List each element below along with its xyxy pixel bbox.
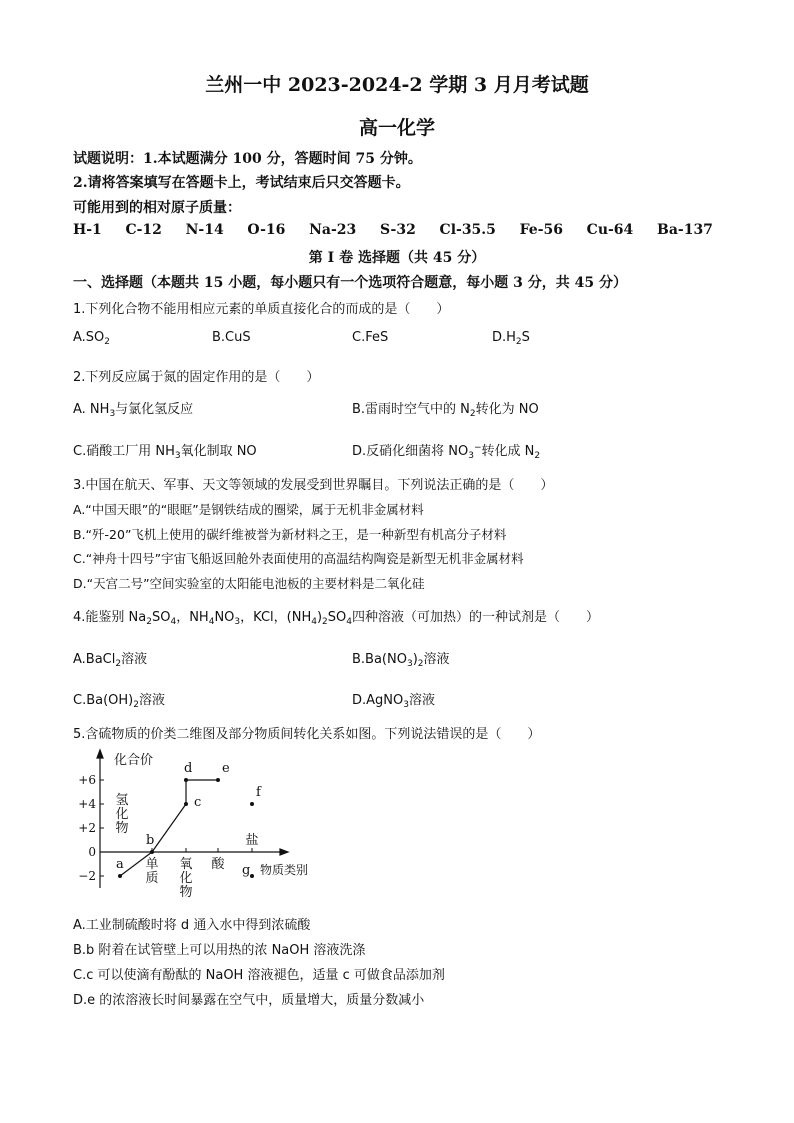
transform-line bbox=[152, 804, 186, 852]
point-label: c bbox=[194, 795, 202, 810]
q3-option-c: C.“神舟十四号”宇宙飞船返回舱外表面使用的高温结构陶瓷是新型无机非金属材料 bbox=[73, 551, 524, 566]
q5-option-d: D.e 的浓溶液长时间暴露在空气中，质量增大，质量分数减小 bbox=[73, 993, 425, 1008]
x-axis-label: 物质类别 bbox=[260, 863, 309, 877]
q3-option-b: B.“歼-20”飞机上使用的碳纤维被誉为新材料之王，是一种新型有机高分子材料 bbox=[73, 527, 507, 542]
y-tick-label: +4 bbox=[78, 797, 96, 811]
category-label: 物 bbox=[115, 821, 129, 836]
point-label: d bbox=[184, 761, 193, 776]
exam-subject: 高一化学 bbox=[358, 117, 435, 139]
mass-item: C-12 bbox=[125, 222, 162, 238]
category-label: 酸 bbox=[211, 857, 225, 872]
category-label: 单 bbox=[145, 857, 159, 872]
q1-option-a: $A.SO_2$ bbox=[73, 330, 111, 347]
q1-option-b: B.CuS bbox=[212, 330, 251, 345]
y-tick-label: −2 bbox=[78, 869, 96, 883]
instructions-line2: 2.请将答案填写在答题卡上，考试结束后只交答题卡。 bbox=[73, 175, 410, 191]
mass-item: O-16 bbox=[247, 222, 286, 238]
q1-option-d: $D.H_2S$ bbox=[492, 330, 530, 347]
q5-option-a: A.工业制硫酸时将 d 通入水中得到浓硫酸 bbox=[73, 918, 311, 933]
part-title: 第 I 卷 选择题（共 45 分） bbox=[308, 250, 486, 266]
point-label: g bbox=[242, 863, 251, 878]
y-tick-label: 0 bbox=[88, 845, 96, 859]
category-label: 质 bbox=[145, 871, 159, 886]
q2-option-a: A. $NH_3$与氯化氢反应 bbox=[73, 402, 194, 419]
category-label: 氢 bbox=[115, 793, 129, 808]
mass-item: Ba-137 bbox=[656, 222, 713, 238]
q5-option-b: B.b 附着在试管壁上可以用热的浓 NaOH 溶液洗涤 bbox=[73, 943, 366, 958]
point-label: a bbox=[116, 857, 124, 872]
mass-item: Na-23 bbox=[309, 222, 357, 238]
category-label: 氧 bbox=[179, 857, 193, 872]
question-3-stem: 3.中国在航天、军事、天文等领域的发展受到世界瞩目。下列说法正确的是（ ） bbox=[73, 478, 554, 493]
section-heading: 一、选择题（本题共 15 小题，每小题只有一个选项符合题意，每小题 3 分，共 45 分） bbox=[73, 275, 627, 291]
category-label: 化 bbox=[115, 807, 129, 822]
mass-item: S-32 bbox=[379, 222, 416, 238]
question-4-stem: 4.能鉴别 $Na_2SO_4$，$NH_4NO_3$，KCl，$(NH_4)_2SO_4$四种溶液（可加热）的一种试剂是（ ） bbox=[73, 610, 599, 627]
y-axis-label: 化合价 bbox=[114, 753, 154, 768]
question-1-stem: 1.下列化合物不能用相应元素的单质直接化合的而成的是（ ） bbox=[73, 302, 450, 317]
category-label: 化 bbox=[179, 871, 193, 886]
q1-option-c: C.FeS bbox=[352, 330, 389, 345]
q2-option-b: B.雷雨时空气中的 $N_2$转化为 NO bbox=[352, 402, 539, 419]
point-label: f bbox=[256, 785, 261, 800]
q3-option-d: D.“天宫二号”空间实验室的太阳能电池板的主要材料是二氧化硅 bbox=[73, 576, 425, 591]
category-label: 盐 bbox=[245, 833, 259, 848]
exam-title: 兰州一中 2023-2024-2 学期 3 月月考试题 bbox=[205, 74, 589, 96]
point-label: b bbox=[146, 833, 155, 848]
atomic-masses bbox=[73, 222, 713, 238]
y-tick-label: +6 bbox=[78, 773, 96, 787]
data-point bbox=[184, 778, 188, 782]
mass-item: H-1 bbox=[73, 222, 102, 238]
mass-item: Cl-35.5 bbox=[439, 222, 496, 238]
q4-option-d: D.AgNO$_3$溶液 bbox=[352, 693, 435, 710]
q2-option-c: C.硝酸工厂用 $NH_3$氧化制取 NO bbox=[73, 444, 257, 461]
q2-option-d: D.反硝化细菌将 $NO_3^-$转化成 $N_2$ bbox=[352, 443, 541, 461]
category-label: 物 bbox=[179, 885, 193, 898]
mass-item: Cu-64 bbox=[586, 222, 634, 238]
instructions-line3: 可能用到的相对原子质量： bbox=[73, 200, 241, 216]
data-point bbox=[250, 874, 254, 878]
x-axis-arrow bbox=[280, 849, 288, 855]
q3-option-a: A.“中国天眼”的“眼眶”是钢铁结成的圈梁，属于无机非金属材料 bbox=[73, 502, 424, 517]
data-point bbox=[118, 874, 122, 878]
question-2-stem: 2.下列反应属于氮的固定作用的是（ ） bbox=[73, 370, 320, 385]
q5-option-c: C.c 可以使滴有酚酞的 NaOH 溶液褪色，适量 c 可做食品添加剂 bbox=[73, 968, 445, 983]
q4-option-b: $B.Ba(NO_3)_2$溶液 bbox=[352, 652, 450, 669]
data-point bbox=[184, 802, 188, 806]
data-point bbox=[150, 850, 154, 854]
q4-option-c: $C.Ba(OH)_2$溶液 bbox=[73, 693, 165, 710]
y-tick-label: +2 bbox=[78, 821, 96, 835]
data-point bbox=[250, 802, 254, 806]
question-5-stem: 5.含硫物质的价类二维图及部分物质间转化关系如图。下列说法错误的是（ ） bbox=[73, 727, 541, 742]
mass-item: Fe-56 bbox=[519, 222, 563, 238]
q4-option-a: A.BaCl$_2$溶液 bbox=[73, 652, 148, 669]
sulfur-valence-diagram bbox=[70, 748, 340, 898]
point-label: e bbox=[222, 761, 230, 776]
mass-item: N-14 bbox=[185, 222, 224, 238]
instructions-line1: 试题说明：1.本试题满分 100 分，答题时间 75 分钟。 bbox=[73, 151, 422, 167]
data-point bbox=[216, 778, 220, 782]
y-axis-arrow bbox=[97, 750, 103, 758]
